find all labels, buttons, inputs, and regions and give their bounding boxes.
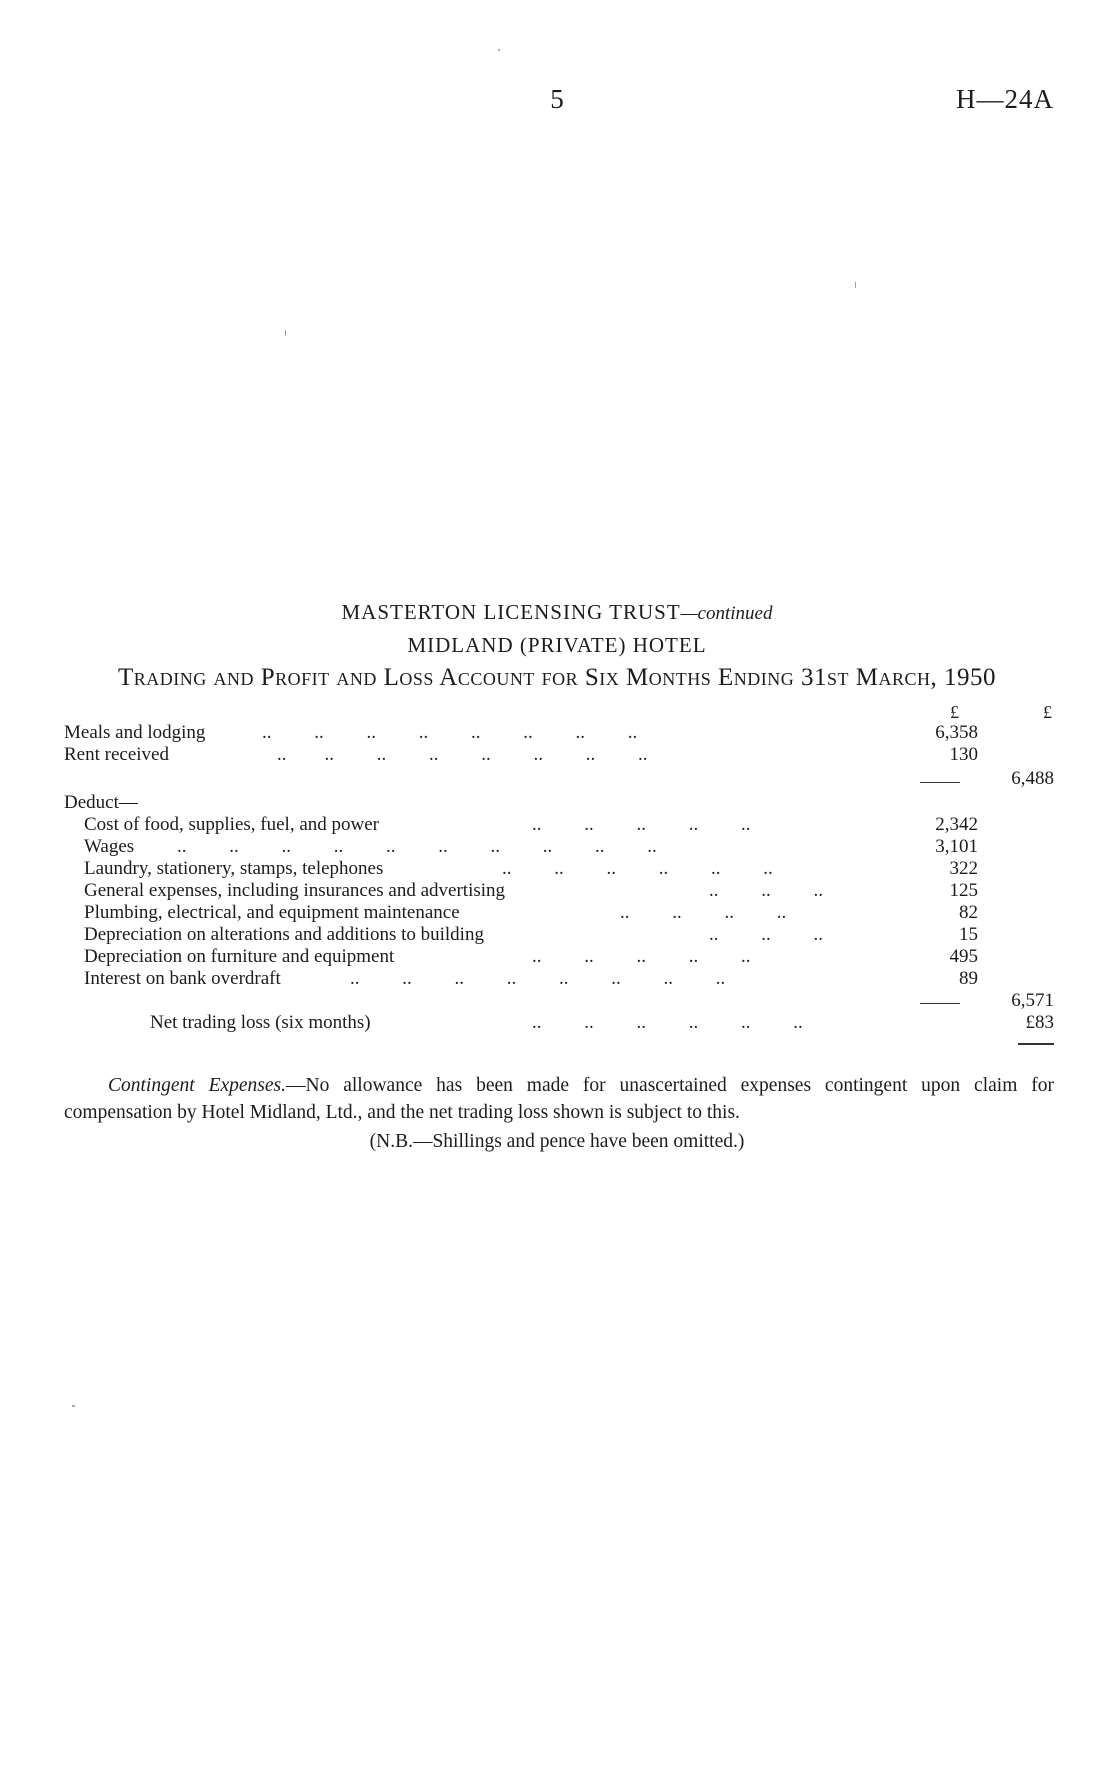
- expense-row: [0, 814, 1114, 836]
- column-2-unit: £: [1043, 702, 1052, 722]
- expense-amount: 15: [959, 924, 978, 945]
- expense-amount: 495: [949, 946, 978, 967]
- leader-dots: .. .. .. .. ..: [532, 946, 751, 967]
- income-label: Rent received: [64, 744, 169, 765]
- expense-row: [0, 946, 1114, 968]
- expense-row: [0, 902, 1114, 924]
- expense-amount: 2,342: [935, 814, 978, 835]
- expense-row: [0, 836, 1114, 858]
- note-heading: Contingent Expenses.: [108, 1075, 286, 1096]
- scan-speck: [72, 1405, 75, 1407]
- income-total-row: [0, 768, 1114, 790]
- column-1-unit: £: [950, 702, 959, 722]
- net-loss-label: Net trading loss (six months): [150, 1012, 371, 1033]
- leader-dots: .. .. .. .. .. .. .. ..: [262, 722, 638, 743]
- leader-dots: .. .. ..: [709, 924, 823, 945]
- expense-amount: 322: [949, 858, 978, 879]
- expense-label: Depreciation on furniture and equipment: [84, 946, 395, 967]
- expenses-total-row: [0, 990, 1114, 1012]
- scan-speck: [285, 330, 286, 336]
- income-amount: 6,358: [935, 722, 978, 743]
- leader-dots: .. .. .. .. .. .. .. ..: [350, 968, 726, 989]
- expenses-total: 6,571: [1011, 990, 1054, 1011]
- trust-title: [0, 600, 1114, 625]
- income-label: Meals and lodging: [64, 722, 206, 743]
- expense-row: [0, 858, 1114, 880]
- total-rule: [1018, 1043, 1054, 1045]
- expense-amount: 82: [959, 902, 978, 923]
- leader-dots: .. .. .. .. .. ..: [532, 1012, 803, 1033]
- net-loss-amount: £83: [1025, 1012, 1054, 1033]
- trust-name: MASTERTON LICENSING TRUST: [341, 600, 681, 624]
- expense-amount: 3,101: [935, 836, 978, 857]
- leader-dots: .. .. .. .. .. .. .. ..: [277, 744, 648, 765]
- leader-dots: .. .. .. ..: [620, 902, 787, 923]
- deduct-row: [0, 792, 1114, 814]
- note-text: —No allowance has been made for unascertained expenses contingent upon claim for compensation by Hotel Midland, Ltd., and the net trading loss shown is subject to this.: [64, 1075, 1054, 1123]
- document-reference: H—24A: [956, 84, 1054, 114]
- expense-label: Cost of food, supplies, fuel, and power: [84, 814, 379, 835]
- income-row: [0, 722, 1114, 744]
- expense-row: [0, 968, 1114, 990]
- net-loss-row: [0, 1012, 1114, 1034]
- expense-row: [0, 880, 1114, 902]
- page-number: 5: [550, 84, 564, 114]
- nb-note: (N.B.—Shillings and pence have been omitted.): [369, 1131, 745, 1152]
- leader-dots: .. .. .. .. ..: [532, 814, 751, 835]
- deduct-heading: Deduct—: [64, 792, 138, 813]
- continued-label: —continued: [680, 603, 773, 624]
- income-total: 6,488: [1011, 768, 1054, 789]
- leader-dots: .. .. .. .. .. ..: [502, 858, 773, 879]
- expense-row: [0, 924, 1114, 946]
- scan-speck: [498, 49, 500, 51]
- expense-label: Depreciation on alterations and additions to building: [84, 924, 484, 945]
- hotel-title: MIDLAND (PRIVATE) HOTEL: [407, 633, 707, 657]
- expense-label: Interest on bank overdraft: [84, 968, 281, 989]
- leader-dots: .. .. ..: [709, 880, 823, 901]
- scan-speck: [855, 282, 856, 288]
- expense-label: Plumbing, electrical, and equipment maintenance: [84, 902, 460, 923]
- income-row: [0, 744, 1114, 766]
- expense-amount: 89: [959, 968, 978, 989]
- expense-label: General expenses, including insurances and advertising: [84, 880, 506, 901]
- contingent-expenses-note: [64, 1072, 1054, 1126]
- expense-label: Laundry, stationery, stamps, telephones: [84, 858, 384, 879]
- income-amount: 130: [949, 744, 978, 765]
- account-title: Trading and Profit and Loss Account for Six Months Ending 31st March, 1950: [117, 664, 997, 691]
- expense-label: Wages: [84, 836, 135, 857]
- expense-amount: 125: [949, 880, 978, 901]
- leader-dots: .. .. .. .. .. .. .. .. .. ..: [177, 836, 657, 857]
